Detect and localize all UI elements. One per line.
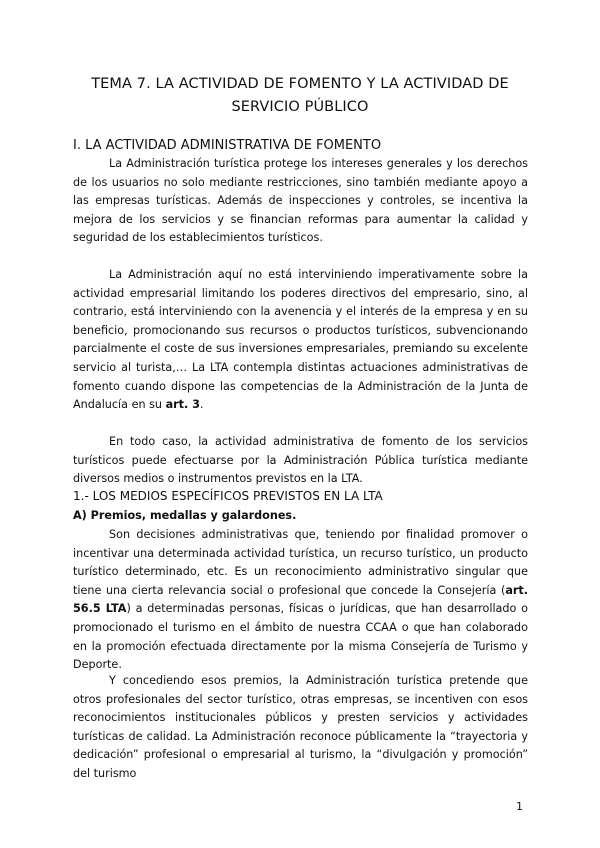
paragraph-4-text-b: ) a determinadas personas, físicas o jurídicas, que han desarrollado o promocionado el turismo en el ámbito de nuestra CCAA o que han colaborado en la promoción efectuada directamente por la misma Consejería de Turismo y Deporte.	[73, 602, 528, 672]
paragraph-5: Y concediendo esos premios, la Administración turística pretende que otros profesionales del sector turístico, otras empresas, se incentiven con esos reconocimientos institucionales públicos y presten servicios y actividades turísticas de calidad. La Administración reconoce públicamente la “trayectoria y dedicación” profesional o empresarial al turismo, la “divulgación y promoción” del turismo	[73, 674, 528, 780]
page-number: 1	[516, 800, 523, 813]
paragraph-2-end: .	[199, 398, 204, 412]
subsubsection-heading: A) Premios, medallas y galardones.	[73, 509, 297, 522]
paragraph-3: En todo caso, la actividad administrativa de fomento de los servicios turísticos puede efectuarse por la Administración Pública turística mediante diversos medios o instrumentos previstos en la LTA.	[73, 435, 528, 486]
title-line-1: TEMA 7. LA ACTIVIDAD DE FOMENTO Y LA ACTIVIDAD DE	[91, 76, 509, 92]
title-line-2: SERVICIO PÚBLICO	[231, 99, 369, 115]
document-title	[60, 73, 540, 119]
paragraph-4-bold: art. 56.5 LTA	[73, 583, 528, 616]
paragraph-1: La Administración turística protege los intereses generales y los derechos de los usuarios no solo mediante restricciones, sino también mediante apoyo a las empresas turísticas. Además de inspecciones y controles, se incentiva la mejora de los servicios y se financian reformas para aumentar la calidad y seguridad de los establecimientos turísticos.	[73, 157, 528, 245]
subsection-heading: 1.- LOS MEDIOS ESPECÍFICOS PREVISTOS EN LA LTA	[73, 489, 383, 503]
section-heading: I. LA ACTIVIDAD ADMINISTRATIVA DE FOMENTO	[73, 138, 382, 153]
paragraph-4-text-a: Son decisiones administrativas que, teniendo por finalidad promover o incentivar una determinada actividad turística, un recurso turístico, un producto turístico determinado, etc. Es un reconocimiento administrativo singular que tiene una cierta relevancia social o profesional que concede la Consejería (	[73, 528, 528, 597]
paragraph-2	[73, 266, 528, 415]
paragraph-2-text: La Administración aquí no está interviniendo imperativamente sobre la actividad empresarial limitando los poderes directivos del empresario, sino, al contrario, está interviniendo con la avenencia y el interés de la empresa y en su beneficio, promocionando sus recursos o productos turísticos, subvencionando parcialmente el coste de sus inversiones empresariales, premiando su excelente servicio al turista,… La LTA contempla distintas actuaciones administrativas de fomento cuando dispone las competencias de la Administración de la Junta de Andalucía en su	[73, 268, 528, 412]
paragraph-2-bold: art. 3	[165, 398, 200, 412]
paragraph-4	[73, 526, 528, 675]
